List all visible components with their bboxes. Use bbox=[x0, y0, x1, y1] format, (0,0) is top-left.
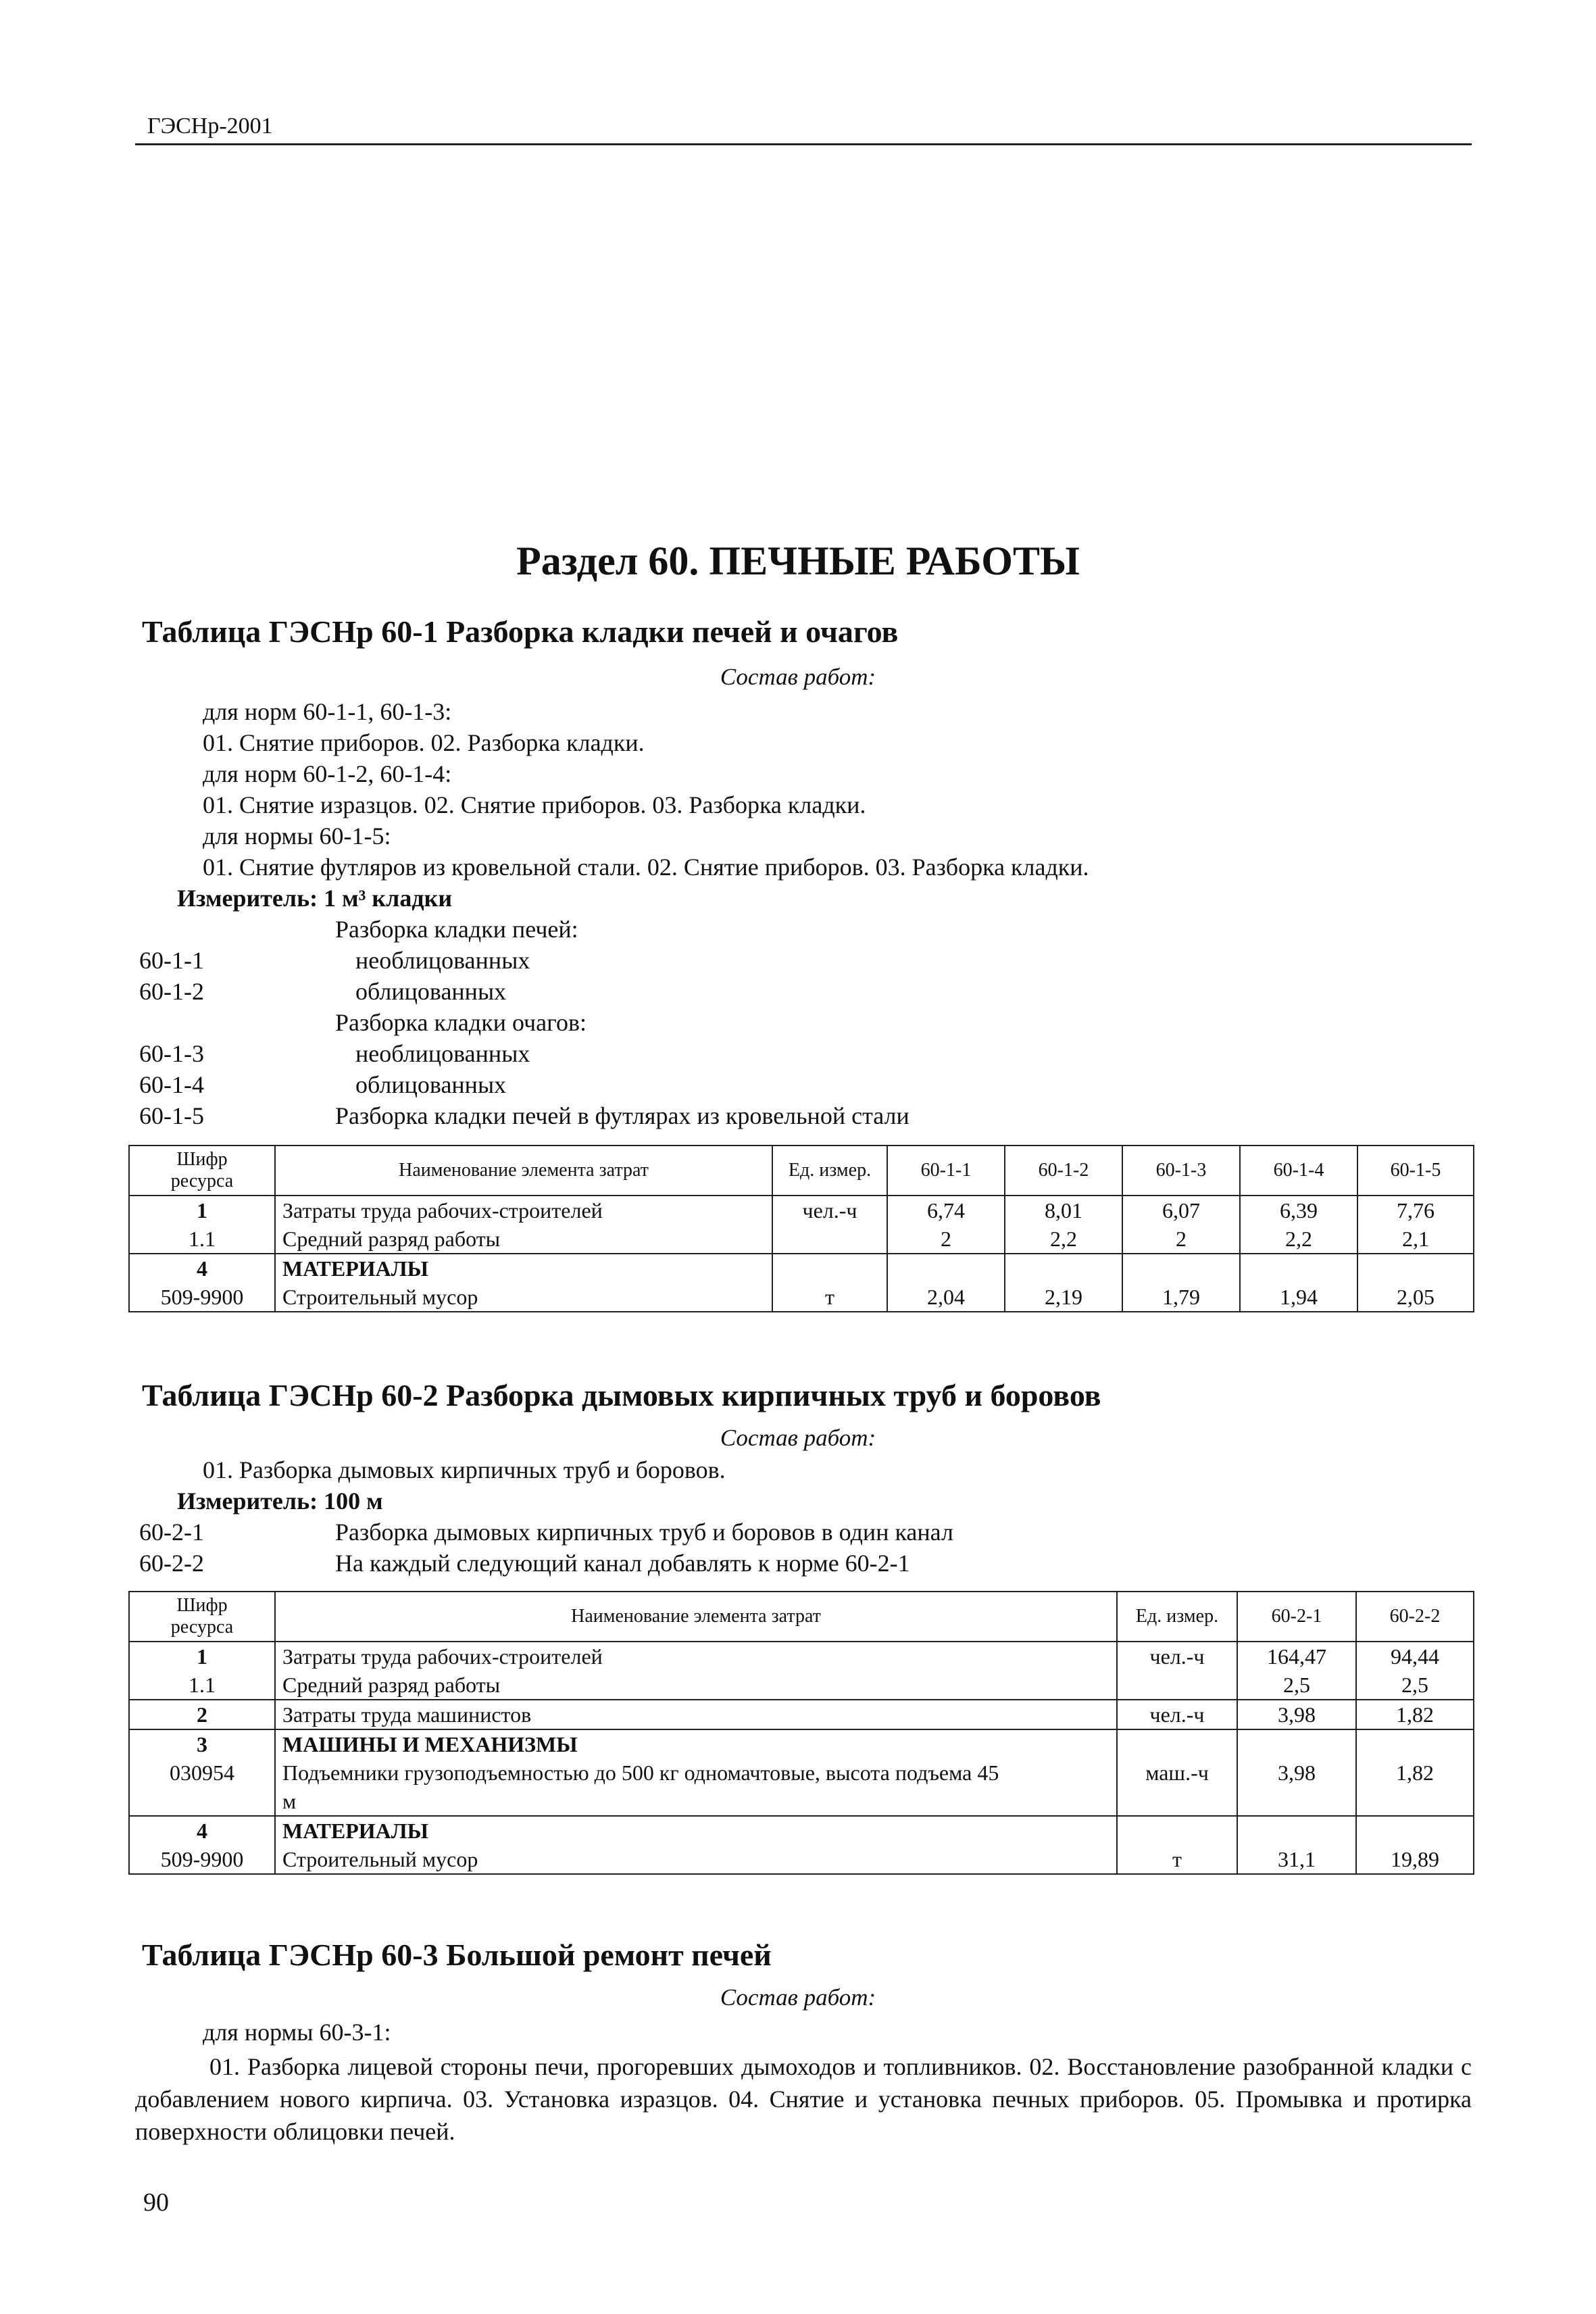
resource-name: Затраты труда рабочих-строителей Средний разряд работы bbox=[275, 1196, 772, 1254]
table-row bbox=[129, 1196, 1474, 1254]
resource-unit: чел.-ч bbox=[1117, 1642, 1237, 1700]
norm-code: 60-1-4 bbox=[139, 1071, 204, 1098]
norm-code: 60-1-2 bbox=[139, 978, 204, 1005]
col-header-norm: 60-1-4 bbox=[1240, 1146, 1357, 1196]
col-header-norm: 60-2-1 bbox=[1237, 1592, 1356, 1642]
composition-line: 01. Разборка дымовых кирпичных труб и боровов. bbox=[203, 1456, 726, 1483]
composition-line: 01. Снятие изразцов. 02. Снятие приборов. 03. Разборка кладки. bbox=[203, 791, 866, 818]
norm-text: необлицованных bbox=[355, 1040, 530, 1067]
composition-paragraph: 01. Разборка лицевой стороны печи, прогоревших дымоходов и топливников. 02. Восстановление разобранной кладки с добавлением нового кирпича. 03. Установка изразцов. 04. Снятие и установка печных приборов. 05. Промывка и протирка поверхности облицовки печей. bbox=[135, 2053, 1472, 2145]
table-3-title: Таблица ГЭСНр 60-3 Большой ремонт печей bbox=[142, 1938, 772, 1972]
table-row bbox=[129, 1642, 1474, 1700]
norm-value: 2,19 bbox=[1005, 1254, 1122, 1312]
norm-value: 94,44 2,5 bbox=[1356, 1642, 1474, 1700]
resource-unit: чел.-ч bbox=[1117, 1700, 1237, 1729]
resource-unit: т bbox=[772, 1254, 887, 1312]
section-title: Раздел 60. ПЕЧНЫЕ РАБОТЫ bbox=[516, 539, 1080, 583]
norm-value: 31,1 bbox=[1237, 1816, 1356, 1874]
resource-code: 4 509-9900 bbox=[129, 1254, 275, 1312]
norm-value: 3,98 bbox=[1237, 1729, 1356, 1816]
resource-name: Затраты труда машинистов bbox=[275, 1700, 1117, 1729]
norm-code: 60-1-3 bbox=[139, 1040, 204, 1067]
col-header-code: Шифр ресурса bbox=[129, 1146, 275, 1196]
header-rule bbox=[135, 143, 1472, 145]
norm-text: Разборка дымовых кирпичных труб и боровов в один канал bbox=[335, 1519, 953, 1546]
table-header-row bbox=[129, 1592, 1474, 1642]
norm-value: 2,04 bbox=[887, 1254, 1005, 1312]
table-header-row bbox=[129, 1146, 1474, 1196]
resource-table-2 bbox=[128, 1591, 1474, 1875]
norm-value: 6,07 2 bbox=[1122, 1196, 1240, 1254]
table-3-composition-label: Состав работ: bbox=[720, 1984, 876, 2011]
resource-unit: маш.-ч bbox=[1117, 1729, 1237, 1816]
table-1-meter: Измеритель: 1 м³ кладки bbox=[177, 885, 453, 912]
table-row bbox=[129, 1700, 1474, 1729]
col-header-norm: 60-2-2 bbox=[1356, 1592, 1474, 1642]
col-header-unit: Ед. измер. bbox=[772, 1146, 887, 1196]
col-header-norm: 60-1-5 bbox=[1357, 1146, 1474, 1196]
norm-value: 1,94 bbox=[1240, 1254, 1357, 1312]
norm-value: 6,74 2 bbox=[887, 1196, 1005, 1254]
norm-code: 60-2-2 bbox=[139, 1550, 204, 1577]
norm-value: 164,47 2,5 bbox=[1237, 1642, 1356, 1700]
col-header-norm: 60-1-2 bbox=[1005, 1146, 1122, 1196]
col-header-unit: Ед. измер. bbox=[1117, 1592, 1237, 1642]
norm-value: 8,01 2,2 bbox=[1005, 1196, 1122, 1254]
norm-code: 60-2-1 bbox=[139, 1519, 204, 1546]
composition-line: для нормы 60-3-1: bbox=[203, 2019, 391, 2046]
composition-line: 01. Снятие приборов. 02. Разборка кладки. bbox=[203, 729, 645, 756]
norm-text: облицованных bbox=[355, 978, 507, 1005]
table-2-title: Таблица ГЭСНр 60-2 Разборка дымовых кирпичных труб и боровов bbox=[142, 1378, 1101, 1412]
norm-value: 1,82 bbox=[1356, 1700, 1474, 1729]
composition-line: для норм 60-1-2, 60-1-4: bbox=[203, 760, 452, 787]
page-number: 90 bbox=[143, 2188, 169, 2217]
norm-code: 60-1-5 bbox=[139, 1102, 204, 1129]
resource-code: 1 1.1 bbox=[129, 1642, 275, 1700]
norm-value: 2,05 bbox=[1357, 1254, 1474, 1312]
resource-code: 2 bbox=[129, 1700, 275, 1729]
composition-line: для норм 60-1-1, 60-1-3: bbox=[203, 698, 452, 725]
running-header: ГЭСНр-2001 bbox=[147, 114, 273, 139]
col-header-code: Шифр ресурса bbox=[129, 1592, 275, 1642]
col-header-name: Наименование элемента затрат bbox=[275, 1146, 772, 1196]
resource-name: МАТЕРИАЛЫ Строительный мусор bbox=[275, 1254, 772, 1312]
norm-value: 3,98 bbox=[1237, 1700, 1356, 1729]
norm-value: 19,89 bbox=[1356, 1816, 1474, 1874]
norm-text: Разборка кладки печей: bbox=[335, 916, 578, 943]
norm-text: Разборка кладки очагов: bbox=[335, 1009, 587, 1036]
resource-code: 3 030954 bbox=[129, 1729, 275, 1816]
col-header-name: Наименование элемента затрат bbox=[275, 1592, 1117, 1642]
norm-value: 7,76 2,1 bbox=[1357, 1196, 1474, 1254]
table-row bbox=[129, 1816, 1474, 1874]
resource-code: 1 1.1 bbox=[129, 1196, 275, 1254]
norm-value: 1,82 bbox=[1356, 1729, 1474, 1816]
norm-text: облицованных bbox=[355, 1071, 507, 1098]
norm-value: 6,39 2,2 bbox=[1240, 1196, 1357, 1254]
table-row bbox=[129, 1254, 1474, 1312]
col-header-norm: 60-1-1 bbox=[887, 1146, 1005, 1196]
resource-name: МАТЕРИАЛЫ Строительный мусор bbox=[275, 1816, 1117, 1874]
composition-line: 01. Снятие футляров из кровельной стали. 02. Снятие приборов. 03. Разборка кладки. bbox=[203, 854, 1089, 881]
table-row bbox=[129, 1729, 1474, 1816]
col-header-norm: 60-1-3 bbox=[1122, 1146, 1240, 1196]
norm-text: На каждый следующий канал добавлять к норме 60-2-1 bbox=[335, 1550, 910, 1577]
norm-text: Разборка кладки печей в футлярах из кровельной стали bbox=[335, 1102, 909, 1129]
table-1-composition-label: Состав работ: bbox=[720, 664, 876, 690]
norm-code: 60-1-1 bbox=[139, 947, 204, 974]
composition-line: для нормы 60-1-5: bbox=[203, 822, 391, 850]
table-2-composition-label: Состав работ: bbox=[720, 1425, 876, 1451]
resource-unit: т bbox=[1117, 1816, 1237, 1874]
norm-value: 1,79 bbox=[1122, 1254, 1240, 1312]
table-2-meter: Измеритель: 100 м bbox=[177, 1487, 383, 1515]
norm-text: необлицованных bbox=[355, 947, 530, 974]
resource-name: Затраты труда рабочих-строителей Средний разряд работы bbox=[275, 1642, 1117, 1700]
table-1-title: Таблица ГЭСНр 60-1 Разборка кладки печей и очагов bbox=[142, 614, 899, 649]
resource-code: 4 509-9900 bbox=[129, 1816, 275, 1874]
resource-name: МАШИНЫ И МЕХАНИЗМЫ Подъемники грузоподъемностью до 500 кг одномачтовые, высота подъема 45 м bbox=[275, 1729, 1117, 1816]
resource-unit: чел.-ч bbox=[772, 1196, 887, 1254]
resource-table-1 bbox=[128, 1145, 1474, 1312]
